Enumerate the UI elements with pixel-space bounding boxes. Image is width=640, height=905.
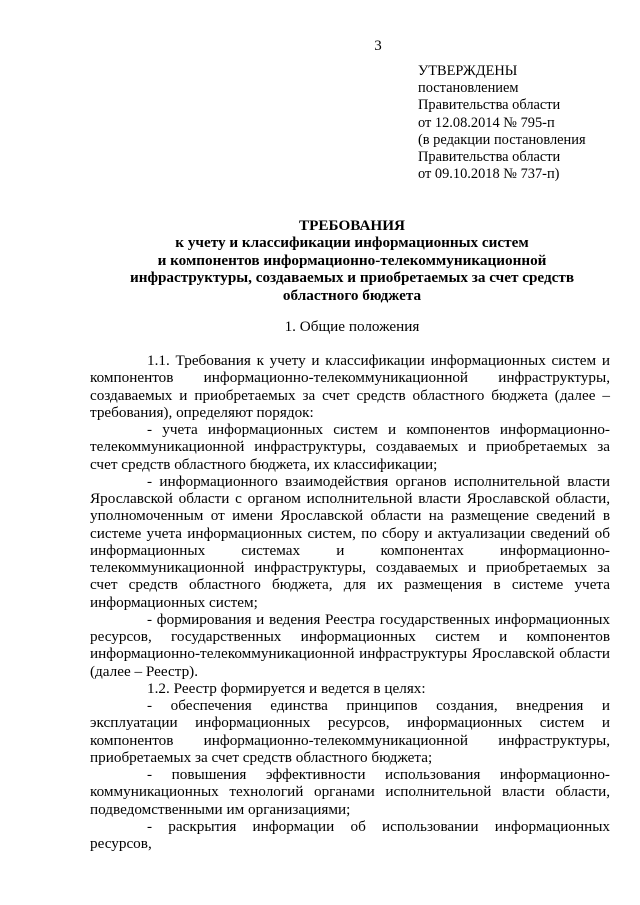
approval-line: УТВЕРЖДЕНЫ [418,63,518,79]
paragraph: 1.1. Требования к учету и классификации информационных систем и компонентов информационно-телекоммуникационной инфраструктуры, создаваемых и приобретаемых за счет средств областного бюджета (далее – требования), определяют порядок: [90,352,610,421]
title-line: областного бюджета [282,286,422,304]
paragraph: - раскрытия информации об использовании информационных ресурсов, [90,817,610,852]
paragraph: - учета информационных систем и компонентов информационно-телекоммуникационной инфраструктуры, создаваемых и приобретаемых за счет средств областного бюджета, их классификации; [90,421,610,473]
approval-line: (в редакции постановления [418,131,586,148]
approval-line: постановлением [418,80,519,97]
paragraph: 1.2. Реестр формируется и ведется в целях: [147,679,426,697]
section-heading: 1. Общие положения [284,318,420,335]
paragraph: - информационного взаимодействия органов исполнительной власти Ярославской области с органом исполнительной власти Ярославской области, уполномоченным от имени Ярославской области на размещение сведений в системе учета информационных систем, по сбору и актуализации сведений об информационных системах и компонентах информационно-телекоммуникационной инфраструктуры, создаваемых и приобретаемых за счет средств областного бюджета, для их размещения в системе учета информационных систем; [90,472,610,611]
paragraph: - повышения эффективности использования информационно-коммуникационных технологий органами исполнительной власти области, подведомственными им организациями; [90,766,610,818]
approval-line: Правительства области [418,149,561,166]
document-title [90,217,614,304]
title-line: к учету и классификации информационных систем [175,234,529,252]
approval-line: от 09.10.2018 № 737-п) [418,166,560,183]
title-line: и компонентов информационно-телекоммуникационной [157,251,547,269]
paragraph: - обеспечения единства принципов создания, внедрения и эксплуатации информационных ресурсов, информационных систем и компонентов информационно-телекоммуникационной инфраструктуры, приобретаемых за счет средств областного бюджета; [90,697,610,766]
body-text [90,352,610,852]
page-number: 3 [374,38,382,54]
approval-stamp [418,63,586,183]
approval-line: Правительства области [418,97,561,114]
paragraph: - формирования и ведения Реестра государственных информационных ресурсов, государственных информационных систем и компонентов информационно-телекоммуникационной инфраструктуры Ярославской области (далее – Реестр). [90,610,610,680]
title-line: ТРЕБОВАНИЯ [298,217,406,234]
title-line: инфраструктуры, создаваемых и приобретаемых за счет средств [129,269,575,287]
approval-line: от 12.08.2014 № 795-п [418,114,555,131]
